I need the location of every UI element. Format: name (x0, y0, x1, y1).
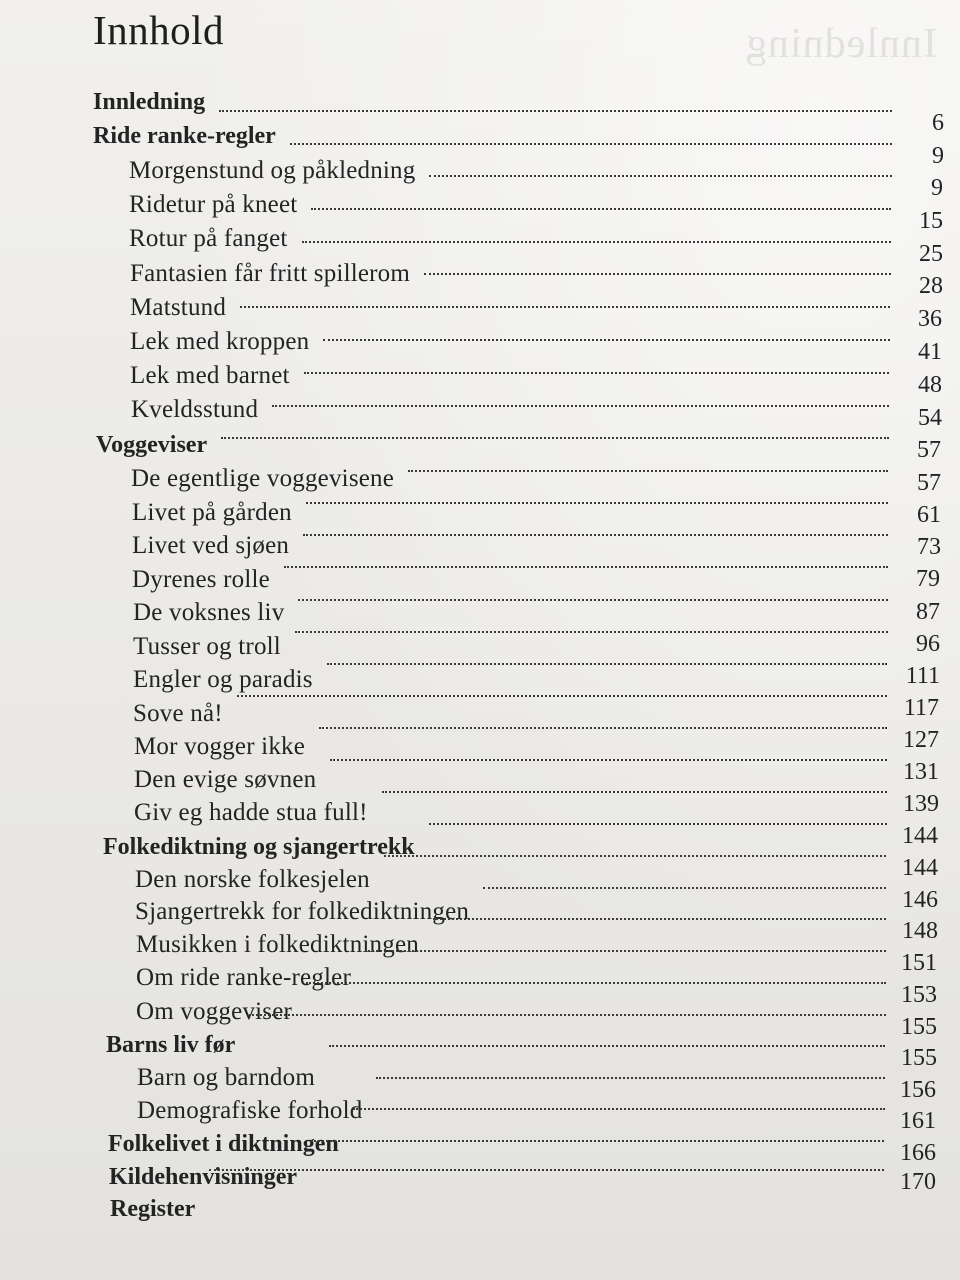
toc-entry-title: De voksnes liv (133, 599, 285, 626)
toc-chapter-entry (96, 429, 889, 461)
dot-leader (249, 1014, 886, 1016)
toc-section-entry (137, 1095, 885, 1127)
toc-entry-title: Rotur på fanget (129, 225, 288, 252)
toc-page-number: 73 (917, 534, 941, 560)
toc-chapter-entry (93, 86, 892, 118)
toc-section-entry (135, 864, 886, 896)
dot-leader (284, 566, 888, 568)
dot-leader (272, 405, 889, 407)
toc-page-number: 57 (917, 437, 941, 463)
dot-leader (384, 855, 886, 857)
dot-leader (483, 887, 886, 889)
toc-section-entry (130, 326, 890, 358)
toc-page-number: 6 (932, 110, 944, 136)
toc-page-number: 170 (900, 1169, 936, 1195)
dot-leader (304, 372, 889, 374)
toc-section-entry (129, 189, 891, 221)
toc-page-number: 146 (902, 887, 938, 913)
toc-entry-title: Dyrenes rolle (132, 566, 270, 593)
dot-leader (323, 339, 890, 341)
dot-leader (302, 241, 891, 243)
dot-leader (382, 791, 887, 793)
dot-leader (429, 175, 892, 177)
toc-page-number: 131 (903, 759, 939, 785)
toc-entry-title: De egentlige voggevisene (131, 465, 395, 492)
toc-section-entry (131, 463, 888, 495)
toc-page-number: 87 (916, 599, 940, 625)
toc-entry-title: Ridetur på kneet (129, 191, 298, 218)
toc-entry-title: Om voggeviser (136, 998, 293, 1025)
dot-leader (376, 1077, 885, 1079)
toc-entry-title: Demografiske forhold (137, 1097, 363, 1124)
dot-leader (327, 663, 887, 665)
toc-entry-title: Den norske folkesjelen (135, 866, 370, 893)
dot-leader (330, 759, 887, 761)
toc-page-number: 96 (916, 631, 940, 657)
toc-entry-title: Engler og paradis (133, 666, 313, 693)
dot-leader (237, 695, 887, 697)
toc-page-number: 54 (918, 405, 942, 431)
toc-section-entry (136, 996, 886, 1028)
toc-section-entry (133, 698, 887, 730)
dot-leader (319, 727, 887, 729)
toc-page-number: 148 (902, 918, 938, 944)
toc-entry-title: Om ride ranke-regler (136, 964, 351, 991)
dot-leader (329, 1045, 885, 1047)
toc-entry-title: Folkediktning og sjangertrekk (103, 834, 415, 860)
dot-leader (306, 502, 888, 504)
toc-section-entry (135, 896, 886, 928)
toc-section-entry (132, 497, 888, 529)
toc-entry-title: Lek med kroppen (130, 328, 310, 355)
toc-page-number: 156 (900, 1077, 936, 1103)
toc-chapter-entry (108, 1128, 885, 1160)
toc-section-entry (136, 962, 886, 994)
toc-page-number: 139 (903, 791, 939, 817)
toc-page-number: 111 (905, 663, 940, 689)
toc-entry-title: Voggeviser (96, 432, 208, 458)
toc-entry-title: Kildehenvisninger (109, 1164, 298, 1190)
toc-section-entry (130, 360, 889, 392)
toc-entry-title: Barns liv før (106, 1032, 236, 1058)
dot-leader (429, 823, 887, 825)
toc-page-number: 9 (932, 143, 944, 169)
toc-entry-title: Sjangertrekk for folkediktningen (135, 898, 470, 925)
toc-entry-title: Fantasien får fritt spillerom (130, 260, 411, 287)
dot-leader (240, 306, 890, 308)
dot-leader (209, 1169, 884, 1171)
toc-page-number: 144 (902, 823, 938, 849)
toc-entry-title: Register (110, 1196, 196, 1222)
dot-leader (408, 470, 888, 472)
toc-entry-title: Innledning (93, 89, 206, 115)
toc-page-number: 161 (900, 1108, 936, 1134)
toc-page-number: 127 (903, 727, 939, 753)
toc-entry-title: Ride ranke-regler (93, 123, 276, 149)
toc-section-entry (130, 258, 891, 290)
toc-section-entry (131, 394, 889, 426)
toc-entry-title: Musikken i folkediktningen (136, 931, 419, 958)
toc-section-entry (133, 631, 888, 663)
toc-entry-title: Matstund (130, 294, 227, 321)
toc-section-entry (133, 664, 887, 696)
mirror-through-text: Innledning (745, 21, 937, 67)
toc-section-entry (132, 564, 888, 596)
toc-page-number: 155 (901, 1045, 937, 1071)
toc-chapter-entry (109, 1161, 884, 1193)
toc-entry-title: Folkelivet i diktningen (108, 1131, 339, 1157)
toc-page-number: 155 (901, 1014, 937, 1040)
dot-leader (311, 208, 891, 210)
toc-page-number: 28 (919, 273, 943, 299)
toc-section-entry (133, 597, 888, 629)
toc-section-entry (129, 223, 891, 255)
toc-page-number: 153 (901, 982, 937, 1008)
toc-entry-title: Kveldsstund (131, 396, 259, 423)
toc-page-number: 151 (901, 950, 937, 976)
dot-leader (311, 1140, 884, 1142)
toc-page-number: 117 (903, 695, 939, 721)
dot-leader (295, 631, 888, 633)
toc-page-number: 79 (916, 566, 940, 592)
toc-page-number: 15 (919, 208, 943, 234)
toc-entry-title: Sove nå! (133, 700, 223, 727)
toc-section-entry (132, 530, 888, 562)
toc-page-number: 9 (931, 175, 943, 201)
page-title: Innhold (93, 7, 225, 53)
toc-page-number: 144 (902, 855, 938, 881)
dot-leader (306, 982, 886, 984)
toc-entry-title: Morgenstund og påkledning (129, 157, 416, 184)
dot-leader (221, 437, 889, 439)
toc-entry-title: Livet på gården (132, 499, 292, 526)
dot-leader (365, 950, 886, 952)
toc-entry-title: Lek med barnet (130, 362, 290, 389)
toc-entry-title: Tusser og troll (133, 633, 281, 660)
dot-leader (424, 273, 891, 275)
toc-entry-title: Mor vogger ikke (134, 733, 306, 760)
toc-entry-title: Barn og barndom (137, 1064, 315, 1091)
dot-leader (353, 1108, 885, 1110)
toc-page-number: 41 (918, 339, 942, 365)
toc-page-number: 166 (900, 1140, 936, 1166)
toc-entry-title: Giv eg hadde stua full! (134, 799, 368, 826)
dot-leader (303, 534, 888, 536)
toc-entry-title: Den evige søvnen (134, 766, 317, 793)
dot-leader (433, 918, 886, 920)
toc-entry-title: Livet ved sjøen (132, 532, 290, 559)
dot-leader (219, 110, 892, 112)
toc-chapter-entry (93, 120, 892, 152)
dot-leader (298, 599, 888, 601)
toc-page-number: 61 (917, 502, 941, 528)
toc-section-entry (136, 929, 886, 961)
toc-page-number: 36 (918, 306, 942, 332)
dot-leader (290, 143, 892, 145)
toc-page-number: 25 (919, 241, 943, 267)
toc-page-number: 57 (917, 470, 941, 496)
toc-chapter-entry (110, 1193, 884, 1225)
toc-page-number: 48 (918, 372, 942, 398)
toc-chapter-entry (103, 831, 887, 863)
toc-section-entry (129, 155, 892, 187)
toc-section-entry (130, 292, 890, 324)
